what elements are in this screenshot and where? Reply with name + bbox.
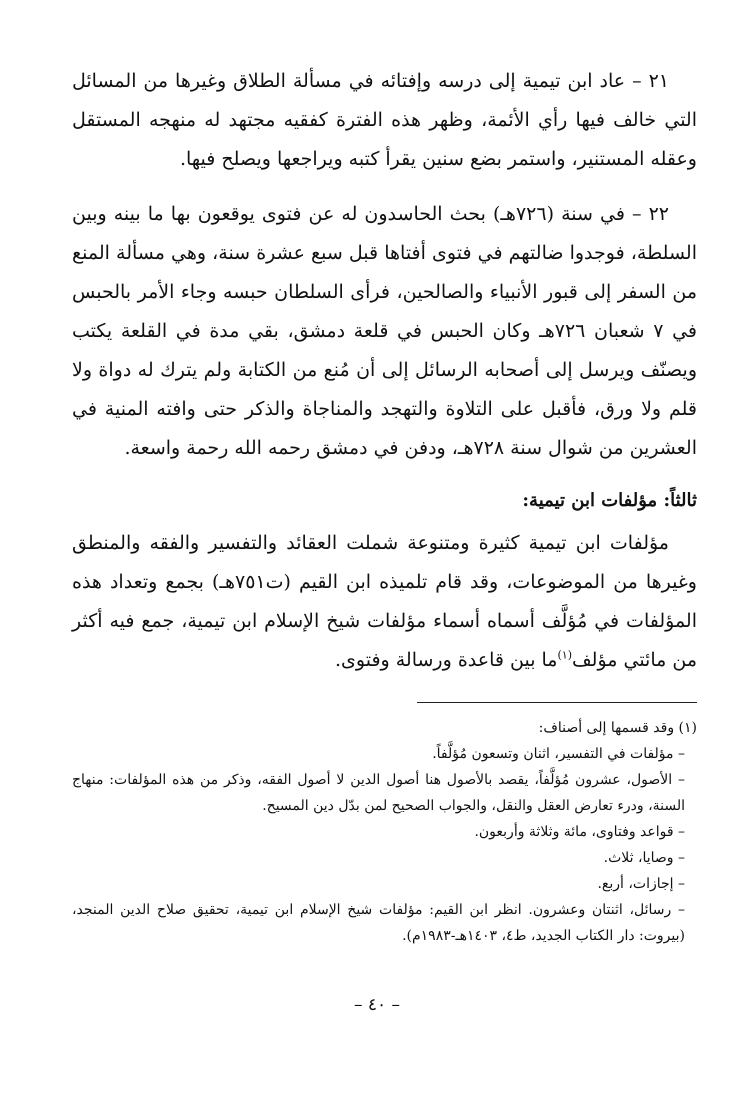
footnote-divider bbox=[417, 702, 697, 703]
section-heading: ثالثاً: مؤلفات ابن تيمية: bbox=[522, 490, 697, 511]
footnote-block bbox=[72, 715, 697, 949]
section-paragraph bbox=[72, 524, 697, 680]
footnote-item: – مؤلفات في التفسير، اثنان وتسعون مُؤلَّفاً. bbox=[432, 746, 685, 762]
section-text-main: مؤلفات ابن تيمية كثيرة ومتنوعة شملت العقائد والتفسير والفقه والمنطق وغيرها من الموضوعات، وقد قام تلميذه ابن القيم (ت٧٥١هـ) بجمع وتعداد هذه المؤلفات في مُؤلَّف أسماه أسماء مؤلفات شيخ الإسلام ابن تيمية، جمع فيه أكثر من مائتي مؤلف bbox=[72, 532, 697, 671]
footnote-item: – رسائل، اثنتان وعشرون. انظر ابن القيم: مؤلفات شيخ الإسلام ابن تيمية، تحقيق صلاح الدين المنجد، (بيروت: دار الكتاب الجديد، ط٤، ١٤٠٣هـ-١٩٨٣م). bbox=[72, 902, 685, 944]
page-body bbox=[72, 62, 697, 949]
footnote-intro: (١) وقد قسمها إلى أصناف: bbox=[538, 720, 697, 736]
section-text-end: ما بين قاعدة ورسالة وفتوى. bbox=[334, 649, 558, 671]
page-number: – ٤٠ – bbox=[353, 995, 401, 1015]
footnote-marker: (١) bbox=[557, 648, 572, 662]
footnote-item: – الأصول، عشرون مُؤلَّفاً، يقصد بالأصول هنا أصول الدين لا أصول الفقه، وذكر من هذه المؤلفات: منهاج السنة، ودرء تعارض العقل والنقل، والجواب الصحيح لمن بدّل دين المسيح. bbox=[72, 772, 685, 814]
footnote-item: – قواعد وفتاوى، مائة وثلاثة وأربعون. bbox=[474, 824, 685, 840]
paragraph-22: ٢٢ – في سنة (٧٢٦هـ) بحث الحاسدون له عن فتوى يوقعون بها ما بينه وبين السلطة، فوجدوا ضالتهم في فتوى أفتاها قبل سبع عشرة سنة، وهي مسألة المنع من السفر إلى قبور الأنبياء والصالحين، فرأى السلطان حبسه وجاء الأمر بالحبس في ٧ شعبان ٧٢٦هـ وكان الحبس في قلعة دمشق، بقي مدة في القلعة يكتب ويصنّف ويرسل إلى أصحابه الرسائل إلى أن مُنع من الكتابة ولم يترك له دواة ولا قلم ولا ورق، فأقبل على التلاوة والتهجد والمناجاة والذكر حتى وافته المنية في العشرين من شوال سنة ٧٢٨هـ، ودفن في دمشق رحمه الله رحمة واسعة. bbox=[72, 203, 697, 459]
footnote-item: – وصايا، ثلاث. bbox=[603, 850, 685, 866]
paragraph-21: ٢١ – عاد ابن تيمية إلى درسه وإفتائه في مسألة الطلاق وغيرها من المسائل التي خالف فيها رأي الأئمة، وظهر هذه الفترة كفقيه مجتهد له منهجه المستقل وعقله المستنير، واستمر بضع سنين يقرأ كتبه ويراجعها ويصلح فيها. bbox=[72, 70, 697, 170]
footnote-item: – إجازات، أربع. bbox=[597, 876, 685, 892]
